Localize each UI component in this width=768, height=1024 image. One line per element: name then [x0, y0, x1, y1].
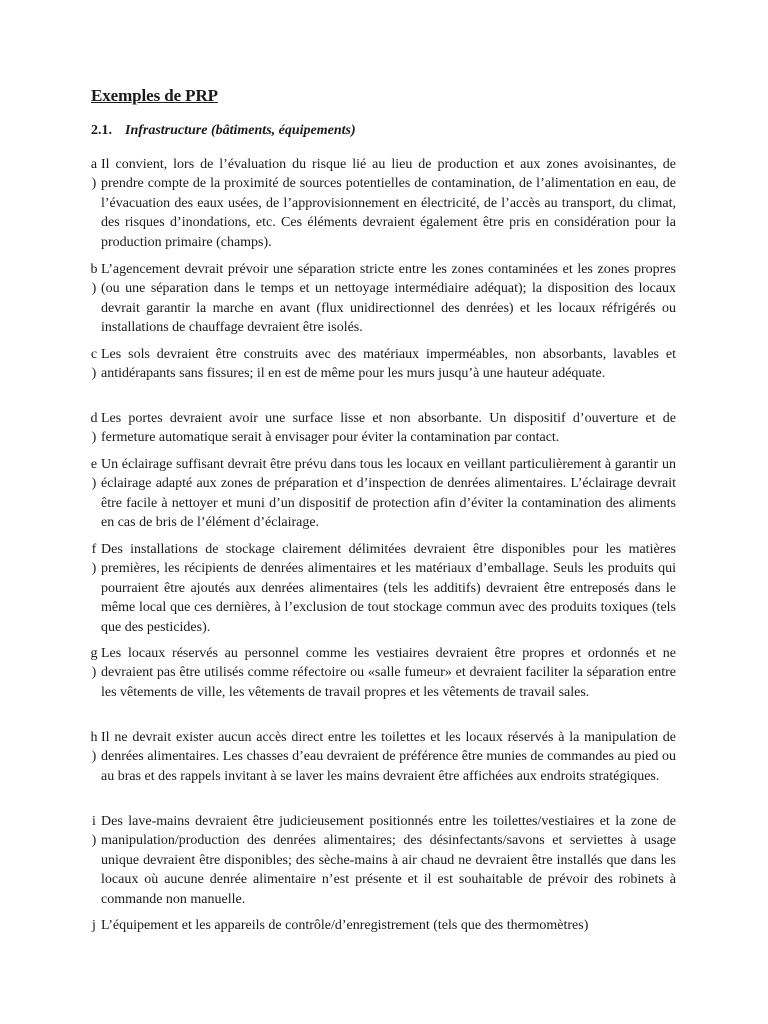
item-marker [88, 540, 100, 579]
item-marker [88, 345, 100, 384]
item-marker [88, 728, 100, 767]
item-text: Il convient, lors de l’évaluation du risque lié au lieu de production et aux zones avoisinantes, de prendre compte de la proximité de sources potentielles de contamination, de l’alimentation en eau, de l’évacuation des eaux usées, de l’approvisionnement en électricité, de l’accès au transport, du climat, des risques d’inondations, etc. Ces éléments devraient également être pris en considération pour la production primaire (champs). [101, 157, 676, 250]
item-text: Les sols devraient être construits avec des matériaux imperméables, non absorbants, lavables et antidérapants sans fissures; il en est de même pour les murs jusqu’à une hauteur adéquate. [101, 347, 676, 382]
list-item-j [88, 916, 678, 935]
item-marker [88, 916, 100, 935]
item-letter: e [90, 457, 98, 472]
item-letter: f [91, 542, 97, 557]
list-item-c [88, 345, 678, 384]
item-marker [88, 260, 100, 299]
item-marker [88, 812, 100, 851]
item-text: Les locaux réservés au personnel comme les vestiaires devraient être propres et ordonnés et ne devraient pas être utilisés comme réfectoire ou «salle fumeur» et devraient faciliter la séparation entre les vêtements de ville, les vêtements de travail propres et les vêtements de travail sales. [101, 646, 676, 700]
list-item-f [88, 540, 678, 637]
item-letter: i [92, 814, 96, 829]
item-marker [88, 409, 100, 448]
list-item-e [88, 455, 678, 533]
list-item-h [88, 728, 678, 786]
list-item-d [88, 409, 678, 448]
item-marker [88, 455, 100, 494]
item-text: L’agencement devrait prévoir une séparation stricte entre les zones contaminées et les zones propres (ou une séparation dans le temps et un nettoyage intermédiaire adéquat); la disposition des locaux devrait garantir la marche en avant (flux unidirectionnel des denrées) et les locaux réfrigérés ou installations de chauffage devraient être isolés. [101, 262, 676, 336]
item-letter: b [90, 262, 98, 277]
document-title: Exemples de PRP [91, 86, 218, 105]
item-text: L’équipement et les appareils de contrôle/d’enregistrement (tels que des thermomètres) [101, 918, 589, 933]
item-letter: h [90, 730, 98, 745]
item-paren: ) [91, 749, 97, 765]
item-text: Les portes devraient avoir une surface lisse et non absorbante. Un dispositif d’ouverture et de fermeture automatique serait à envisager pour éviter la contamination par contact. [101, 411, 676, 446]
item-paren: ) [91, 665, 97, 681]
item-paren: ) [91, 366, 97, 382]
item-text: Un éclairage suffisant devrait être prévu dans tous les locaux en veillant particulièrement à garantir un éclairage adapté aux zones de préparation et d’inspection de denrées alimentaires. L’éclairage devrait être facile à nettoyer et muni d’un dispositif de protection afin d’éviter la contamination des aliments en cas de bris de l’élément d’éclairage. [101, 457, 676, 531]
list-item-i [88, 812, 678, 909]
section-heading [91, 122, 356, 140]
item-letter: g [90, 646, 98, 661]
item-text: Il ne devrait exister aucun accès direct entre les toilettes et les locaux réservés à la manipulation de denrées alimentaires. Les chasses d’eau devraient de préférence être munies de commandes au pied ou au bras et des rappels invitant à se laver les mains devraient être affichées aux endroits stratégiques. [101, 730, 676, 784]
item-letter: a [90, 157, 98, 172]
item-paren: ) [91, 176, 97, 192]
section-title: Infrastructure (bâtiments, équipements) [125, 123, 356, 138]
item-marker [88, 155, 100, 194]
item-letter: j [92, 918, 96, 933]
section-number: 2.1. [91, 123, 112, 138]
item-marker [88, 644, 100, 683]
item-letter: c [90, 347, 98, 362]
item-letter: d [90, 411, 98, 426]
item-paren: ) [91, 561, 97, 577]
item-text: Des lave-mains devraient être judicieusement positionnés entre les toilettes/vestiaires et la zone de manipulation/production des denrées alimentaires; des désinfectants/savons et serviettes à usage unique devraient être disponibles; des sèche-mains à air chaud ne devraient être installés que dans les locaux où aucune denrée alimentaire n’est présente et il est souhaitable de prévoir des robinets à commande non manuelle. [101, 814, 676, 907]
item-paren: ) [91, 833, 97, 849]
item-paren: ) [91, 281, 97, 297]
item-paren: ) [91, 430, 97, 446]
list-item-a [88, 155, 678, 252]
list-item-g [88, 644, 678, 702]
item-paren: ) [91, 476, 97, 492]
list-item-b [88, 260, 678, 338]
item-text: Des installations de stockage clairement délimitées devraient être disponibles pour les matières premières, les récipients de denrées alimentaires et les matériaux d’emballage. Seuls les produits qui pourraient être ajoutés aux denrées alimentaires (tels les additifs) devraient être entreposés dans le même local que ces dernières, à l’exclusion de tout stockage commun avec des produits toxiques (tels que des pesticides). [101, 542, 676, 635]
